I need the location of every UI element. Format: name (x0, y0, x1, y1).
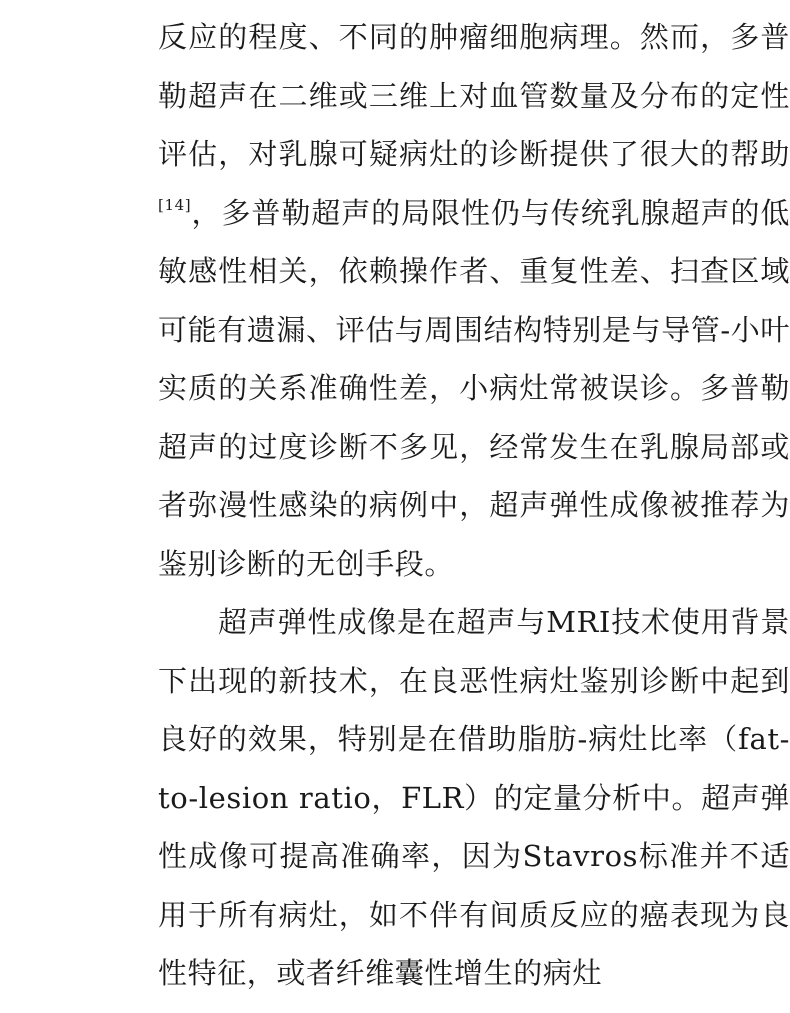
paragraph-2 (158, 593, 790, 1003)
paragraph-1 (158, 8, 790, 593)
paragraph-1-text-after-citation: ，多普勒超声的局限性仍与传统乳腺超声的低敏感性相关，依赖操作者、重复性差、扫查区域可能有遗漏、评估与周围结构特别是与导管-小叶实质的关系准确性差，小病灶常被误诊。多普勒超声的过度诊断不多见，经常发生在乳腺局部或者弥漫性感染的病例中，超声弹性成像被推荐为鉴别诊断的无创手段。 (158, 195, 790, 581)
paragraph-2-text: 超声弹性成像是在超声与MRI技术使用背景下出现的新技术，在良恶性病灶鉴别诊断中起到良好的效果，特别是在借助脂肪-病灶比率（fat-to-lesion ratio，FLR）的定量分析中。超声弹性成像可提高准确率，因为Stavros标准并不适用于所有病灶，如不伴有间质反应的癌表现为良性特征，或者纤维囊性增生的病灶 (158, 605, 790, 990)
paragraph-1-text-before-citation: 反应的程度、不同的肿瘤细胞病理。然而，多普勒超声在二维或三维上对血管数量及分布的定性评估，对乳腺可疑病灶的诊断提供了很大的帮助 (158, 20, 790, 171)
body-text (158, 8, 790, 1003)
citation-reference: [14] (158, 195, 192, 214)
